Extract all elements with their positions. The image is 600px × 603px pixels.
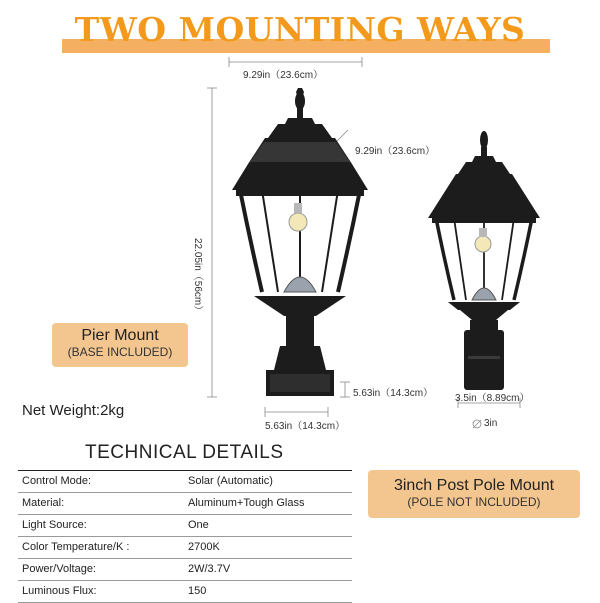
pole-mount-label: 3inch Post Pole Mount — [393, 477, 555, 494]
pier-mount-label-box — [52, 323, 188, 367]
page-title: TWO MOUNTING WAYS — [74, 10, 526, 49]
spec-key: Material: — [22, 497, 65, 509]
spec-value: 2700K — [188, 541, 220, 553]
table-row — [18, 493, 352, 515]
pole-diameter-dimension: 3in — [484, 418, 498, 429]
pole-mount-lamp — [428, 131, 540, 390]
spec-value: Aluminum+Tough Glass — [188, 497, 305, 509]
pole-mount-sub: (POLE NOT INCLUDED) — [407, 495, 541, 509]
spec-key: Light Source: — [22, 519, 87, 531]
spec-key: Power/Voltage: — [22, 563, 96, 575]
base-height-dimension: 5.63in（14.3cm） — [353, 388, 434, 399]
table-row — [18, 515, 352, 537]
spec-key: Control Mode: — [22, 475, 92, 487]
technical-details-title: TECHNICAL DETAILS — [85, 442, 284, 463]
table-row — [18, 559, 352, 581]
table-row — [18, 470, 352, 493]
table-row — [18, 537, 352, 559]
net-weight: Net Weight:2kg — [22, 402, 125, 419]
pier-mount-lamp — [232, 88, 368, 396]
spec-value: Solar (Automatic) — [188, 475, 273, 487]
technical-details-table — [18, 470, 352, 603]
roof-width-dimension: 9.29in（23.6cm） — [355, 146, 436, 157]
pole-base-dimension: 3.5in（8.89cm） — [455, 393, 530, 404]
pier-mount-sub: (BASE INCLUDED) — [67, 345, 173, 359]
pier-mount-label: Pier Mount — [81, 327, 159, 344]
height-dimension: 22.05in（56cm） — [192, 238, 203, 316]
base-width-dimension: 5.63in（14.3cm） — [265, 421, 346, 432]
spec-value: 2W/3.7V — [188, 563, 231, 575]
spec-value: 150 — [188, 585, 207, 597]
spec-value: One — [188, 519, 209, 531]
pole-mount-label-box — [368, 470, 580, 518]
top-width-dimension: 9.29in（23.6cm） — [243, 70, 324, 81]
spec-key: Color Temperature/K : — [22, 541, 130, 553]
spec-key: Luminous Flux: — [22, 585, 97, 597]
